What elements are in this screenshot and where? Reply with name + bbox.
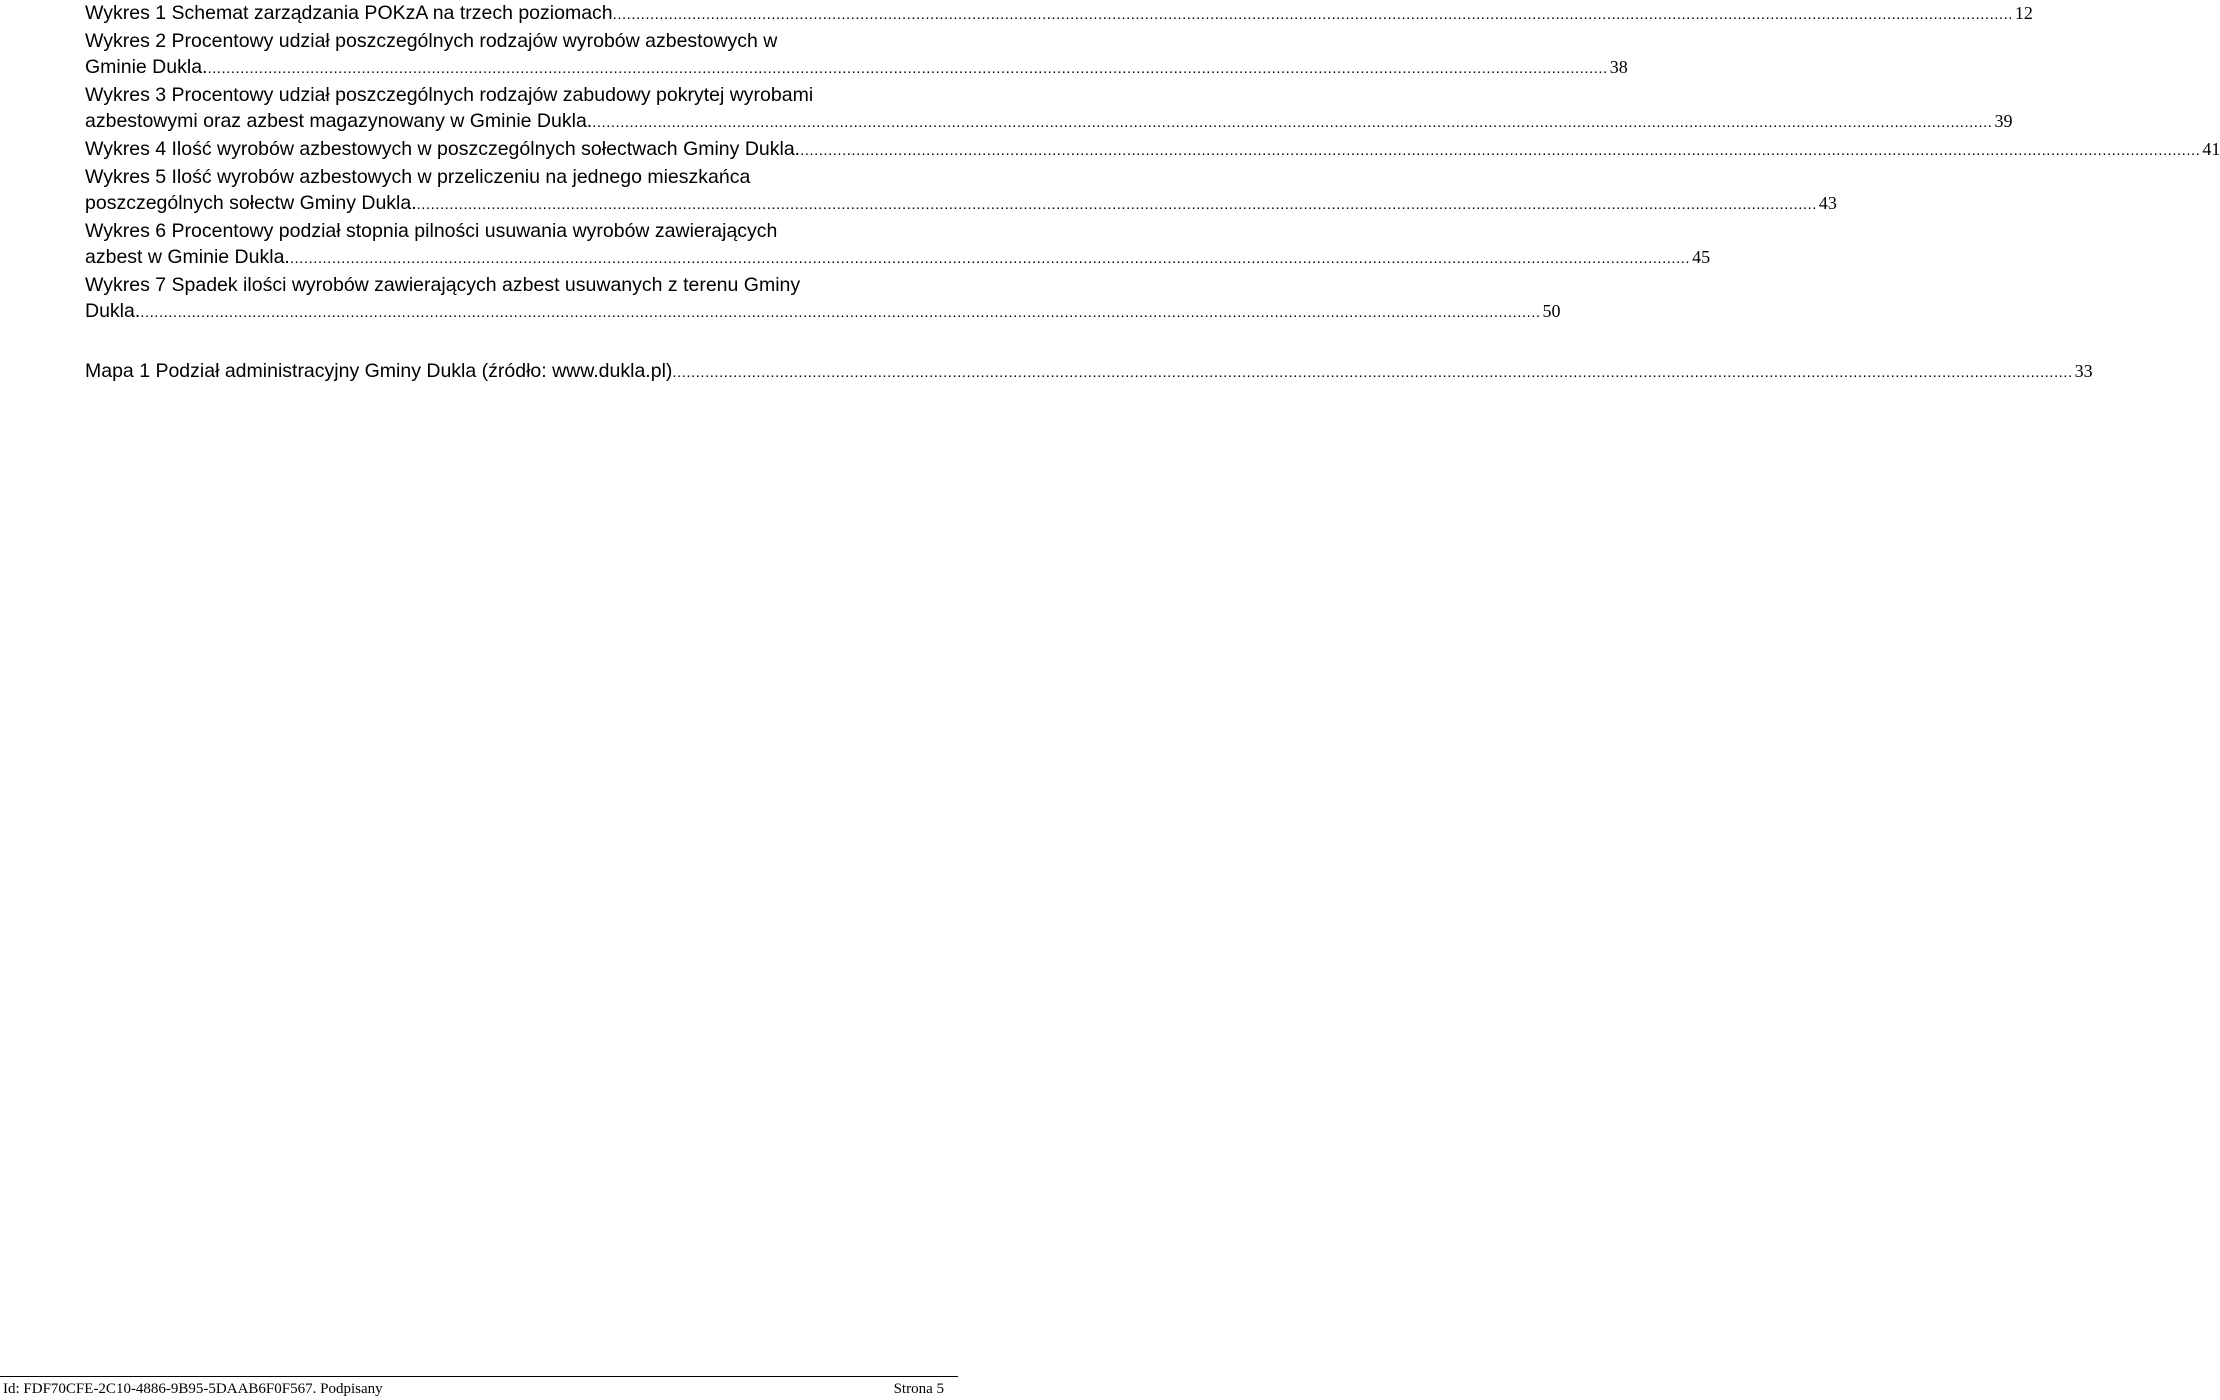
toc-page-number: 33 [2074, 361, 2093, 381]
toc-entry-last-line [85, 358, 2093, 386]
toc-dot-leader: ............................................................................................................................................................................................................................................................................................................ [612, 6, 2013, 23]
toc-entry-line: Wykres 5 Ilość wyrobów azbestowych w przeliczeniu na jednego mieszkańca [85, 166, 751, 188]
toc-entry[interactable] [85, 28, 1628, 82]
toc-entry-line: Wykres 6 Procentowy podział stopnia pilności usuwania wyrobów zawierających [85, 220, 778, 242]
toc-entry-last-line [85, 190, 1837, 218]
toc-entry-title: Wykres 4 Ilość wyrobów azbestowych w poszczególnych sołectwach Gminy Dukla. [85, 138, 801, 160]
toc-dot-leader: ............................................................................................................................................................................................................................................................................................................ [800, 142, 2201, 159]
toc-dot-leader: ............................................................................................................................................................................................................................................................................................................ [672, 364, 2073, 381]
toc-entry[interactable] [85, 358, 2093, 386]
toc-entry-last-line [85, 298, 1561, 326]
toc-dot-leader: ............................................................................................................................................................................................................................................................................................................ [592, 114, 1993, 131]
toc-entry-title: poszczególnych sołectw Gminy Dukla. [85, 192, 417, 214]
toc-dot-leader: ............................................................................................................................................................................................................................................................................................................ [416, 196, 1817, 213]
toc-entry-title: Wykres 1 Schemat zarządzania POKzA na trzech poziomach [85, 2, 613, 24]
toc-entry-last-line [85, 244, 1711, 272]
page-number: Strona 5 [893, 1381, 944, 1397]
toc-page-number: 12 [2014, 3, 2033, 23]
toc-entry-line: Wykres 2 Procentowy udział poszczególnych rodzajów wyrobów azbestowych w [85, 30, 778, 52]
toc-page-number: 45 [1692, 247, 1711, 267]
toc-entry-last-line [85, 136, 2220, 164]
toc-dot-leader: ............................................................................................................................................................................................................................................................................................................ [207, 60, 1608, 77]
toc-entry[interactable] [85, 272, 1561, 326]
toc-entry-title: Mapa 1 Podział administracyjny Gminy Dukla (źródło: www.dukla.pl) [85, 360, 673, 382]
toc-entry-line: Wykres 3 Procentowy udział poszczególnych rodzajów zabudowy pokrytej wyrobami [85, 84, 814, 106]
toc-entry-title: Dukla. [85, 300, 141, 322]
toc-dot-leader: ............................................................................................................................................................................................................................................................................................................ [289, 250, 1691, 267]
toc-entry-last-line [85, 54, 1628, 82]
toc-dot-leader: ............................................................................................................................................................................................................................................................................................................ [140, 304, 1541, 321]
page-footer [0, 1376, 958, 1399]
toc-page-number: 39 [1994, 111, 2013, 131]
toc-entry[interactable] [85, 136, 2220, 164]
toc-page-number: 41 [2202, 139, 2220, 159]
document-id: Id: FDF70CFE-2C10-4886-9B95-5DAAB6F0F567. Podpisany [3, 1381, 383, 1397]
toc-entry-last-line [85, 0, 2033, 28]
toc-entry-line: Wykres 7 Spadek ilości wyrobów zawierających azbest usuwanych z terenu Gminy [85, 274, 801, 296]
toc-entry-title: azbestowymi oraz azbest magazynowany w Gminie Dukla. [85, 110, 593, 132]
toc-entry[interactable] [85, 164, 1837, 218]
toc-entry[interactable] [85, 218, 1711, 272]
table-of-figures [85, 0, 2220, 386]
toc-page-number: 50 [1542, 301, 1561, 321]
toc-entry[interactable] [85, 82, 2013, 136]
toc-entry-title: Gminie Dukla. [85, 56, 208, 78]
toc-page-number: 38 [1609, 57, 1628, 77]
toc-page-number: 43 [1818, 193, 1837, 213]
toc-entry-title: azbest w Gminie Dukla. [85, 246, 290, 268]
toc-entry[interactable] [85, 0, 2033, 28]
toc-entry-last-line [85, 108, 2013, 136]
